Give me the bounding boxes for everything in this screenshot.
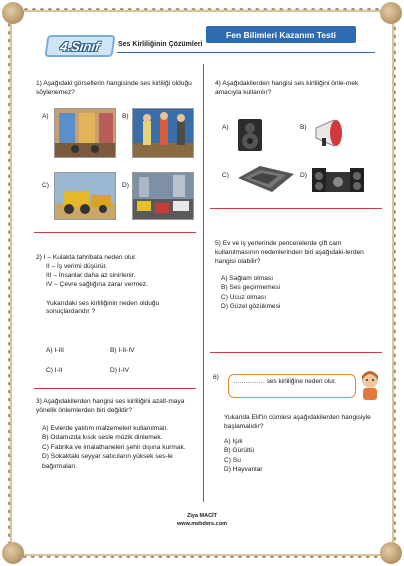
q2-line-2: II – İş verimi düşürür. — [46, 262, 108, 270]
q2-option-c[interactable]: C) I-II — [46, 367, 63, 374]
column-divider — [203, 64, 204, 502]
q2-number: 2) — [36, 254, 42, 261]
q1-image-d-traffic — [132, 172, 194, 220]
question-6 — [224, 414, 384, 475]
separator-q2-q3 — [34, 388, 196, 389]
q2-question: Yukarıdaki ses kirliliğinin neden olduğu sonuçlardandır ? — [46, 299, 160, 316]
topic-title: Ses Kirliliğinin Çözümleri — [118, 41, 203, 48]
header-rule — [117, 52, 375, 53]
q4-option-b-label: B) — [300, 124, 307, 131]
question-2 — [36, 254, 200, 317]
q4-option-a-label: A) — [222, 124, 229, 131]
q2-line-1: I – Kulakta tahribata neden olur. — [43, 254, 137, 261]
q6-speech-bubble: …………… ses kirliliğine neden olur. — [228, 374, 356, 398]
author-name: Ziya MACİT — [187, 513, 217, 519]
knot-bottom-right — [380, 542, 402, 564]
q4-image-a-speaker — [236, 118, 264, 157]
separator-q1-q2 — [34, 232, 196, 233]
knot-top-left — [2, 2, 24, 24]
q4-image-d-stereo — [312, 164, 364, 199]
q4-image-c-acoustic-foam — [236, 164, 296, 199]
q4-image-b-megaphone — [312, 118, 352, 153]
q6-option-a[interactable]: A) Işık — [224, 437, 243, 445]
q5-option-a[interactable]: A) Sağlam olması — [221, 274, 274, 282]
test-title: Fen Bilimleri Kazanım Testi — [206, 26, 356, 43]
q2-line-3: III – İnsanlar daha az sinirlenir. — [46, 271, 136, 279]
q1-option-c-label: C) — [42, 182, 49, 189]
q3-option-b[interactable]: B) Odamızda kısık sesle müzik dinlemek. — [42, 434, 163, 442]
grade-badge: 4.Sınıf — [44, 35, 115, 57]
q2-line-4: IV – Çevre sağlığına zarar vermez. — [46, 280, 148, 288]
q2-option-b[interactable]: B) I-II-IV — [110, 347, 135, 354]
q3-option-d[interactable]: D) Sokaktaki seyyar satıcıların yüksek ses-le bağırmaları. — [42, 453, 173, 470]
separator-q4-q5 — [210, 208, 382, 209]
q6-option-c[interactable]: C) Su — [224, 456, 241, 464]
question-1: 1) Aşağıdaki görsellerin hangisinde ses kirliliği olduğu söylenemez? — [36, 80, 192, 96]
q1-option-a-label: A) — [42, 113, 49, 120]
question-3: 3) Aşağıdakilerden hangisi ses kirliliğini azalt-maya yönelik önlemlerden biri değildir? A) Evlerde yalıtım malzemeleri kullanılmalı. B) Odamızda kısık sesle müzik dinlemek. C) Fabrika ve imalathaneleri şehir dışına kurmak. D) Sokaktaki seyyar satıcıların yüksek ses-le bağırmaları. — [36, 398, 200, 472]
q6-option-b[interactable]: B) Gürültü — [224, 447, 255, 455]
q6-number: 6) — [213, 374, 219, 381]
question-4: 4) Aşağıdakilerden hangisi ses kirliliğini önle-mek amacıyla kullanılır? — [215, 80, 359, 96]
q1-option-d-label: D) — [122, 182, 129, 189]
knot-top-right — [380, 2, 402, 24]
q5-option-c[interactable]: C) Ucuz olması — [221, 293, 267, 301]
q3-option-a[interactable]: A) Evlerde yalıtım malzemeleri kullanılmalı. — [42, 424, 169, 432]
knot-bottom-left — [2, 542, 24, 564]
website-link[interactable]: www.mebders.com — [177, 521, 227, 527]
q2-option-a[interactable]: A) I-III — [46, 347, 64, 354]
q5-option-d[interactable]: D) Güzel gözükmesi — [221, 303, 281, 311]
q1-image-c-construction — [54, 172, 116, 220]
girl-avatar-icon — [358, 370, 382, 405]
q1-option-b-label: B) — [122, 113, 129, 120]
q1-image-b-concert — [132, 108, 194, 158]
q1-image-a-library — [54, 108, 116, 158]
q2-option-d[interactable]: D) I-IV — [110, 367, 130, 374]
q5-option-b[interactable]: B) Ses geçirmemesi — [221, 284, 280, 292]
separator-q5-q6 — [210, 352, 382, 353]
q4-option-d-label: D) — [300, 172, 307, 179]
q3-option-c[interactable]: C) Fabrika ve imalathaneleri şehir dışına kurmak. — [42, 443, 186, 451]
q4-option-c-label: C) — [222, 172, 229, 179]
q6-stem: Yukanda Elif'in cümlesi aşağıdakilerden hangisiyle başlamalıdır? — [224, 414, 371, 430]
question-5: 5) Ev ve iş yerlerinde pencerelerde çift cam kullanılmasının nedenlerinden biri aşağıdaki-lerden hangisi olabilir? A) Sağlam olması B) Ses geçirmemesi C) Ucuz olması D) Güzel gözükmesi — [215, 240, 383, 312]
q6-option-d[interactable]: D) Hayvanlar — [224, 466, 263, 474]
